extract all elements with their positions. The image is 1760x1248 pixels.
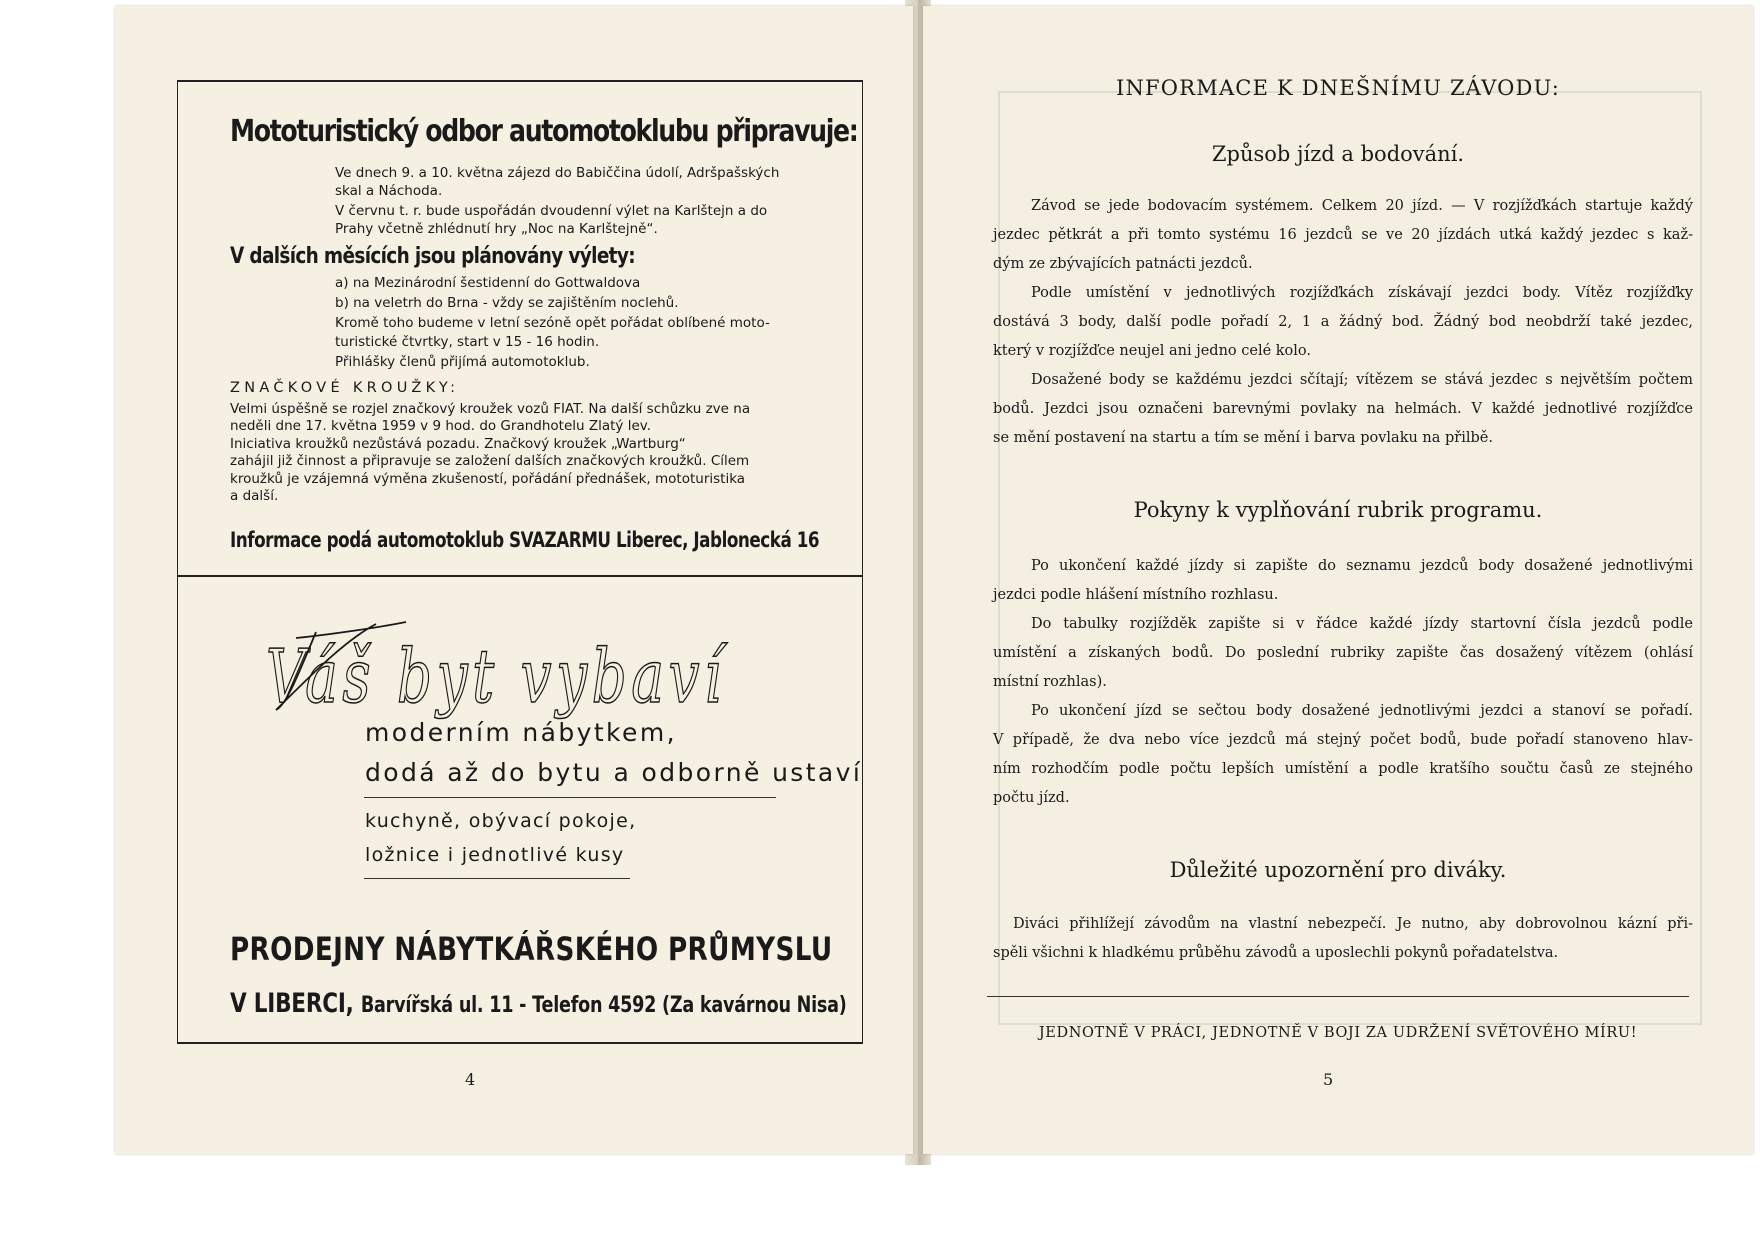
page-number: 4 bbox=[465, 1070, 476, 1089]
text-line: Dosažené body se každému jezdci sčítají; vítězem se stává jezdec s největším počtem bbox=[1031, 372, 1693, 388]
circles-heading: ZNAČKOVÉ KROUŽKY: bbox=[230, 380, 460, 396]
script-ad-title-text: Váš byt vybaví bbox=[266, 634, 728, 720]
text-line: Závod se jede bodovacím systémem. Celkem 20 jízd. — V rozjížďkách startuje každý bbox=[1031, 198, 1693, 214]
ad-rule bbox=[364, 878, 630, 879]
trip-line: b) na veletrh do Brna - vždy se zajištěním noclehů. bbox=[335, 295, 679, 311]
trip-line: Přihlášky členů přijímá automotoklub. bbox=[335, 354, 590, 370]
trips-heading: V dalších měsících jsou plánovány výlety: bbox=[230, 244, 635, 269]
text-line: Po ukončení jízd se sečtou body dosažené jednotlivými jezdci a stanoví se pořadí. bbox=[1031, 703, 1693, 719]
text-line: jezdec pětkrát a při tomto systému 16 jezdců se ve 20 jízdách utká každý jezdec s kaž- bbox=[993, 227, 1693, 243]
circles-line: a další. bbox=[230, 488, 279, 504]
script-ad-title bbox=[256, 610, 736, 730]
right-page bbox=[923, 6, 1753, 1154]
trip-line: a) na Mezinárodní šestidenní do Gottwaldova bbox=[335, 275, 641, 291]
ad-line-rooms: kuchyně, obývací pokoje, bbox=[365, 810, 637, 832]
store-address-line bbox=[230, 988, 847, 1019]
program-text bbox=[993, 552, 1693, 813]
text-line: Do tabulky rozjížděk zapište si v řádce každé jízdy startovní čísla jezdců podle bbox=[1031, 616, 1693, 632]
text-line: bodů. Jezdci jsou označeni barevnými povlaky na helmách. V každé jednotlivé rozjížďce bbox=[993, 401, 1693, 417]
ad-line-furniture: moderním nábytkem, bbox=[365, 718, 677, 747]
intro-line: skal a Náchoda. bbox=[335, 183, 443, 199]
store-address: Barvířská ul. 11 - Telefon 4592 (Za kavárnou Nisa) bbox=[360, 993, 847, 1018]
intro-line: Prahy včetně zhlédnutí hry „Noc na Karlštejně“. bbox=[335, 221, 658, 237]
intro-line: V červnu t. r. bude uspořádán dvoudenní výlet na Karlštejn a do bbox=[335, 203, 768, 219]
scoring-text bbox=[993, 192, 1693, 453]
club-headline: Mototuristický odbor automotoklubu připravuje: bbox=[230, 114, 858, 149]
advert-frame bbox=[177, 80, 863, 1044]
text-line: Po ukončení každé jízdy si zapište do seznamu jezdců body dosažené jednotlivými bbox=[1031, 558, 1693, 574]
section-divider bbox=[177, 575, 863, 577]
text-line: V případě, že dva nebo více jezdců má stejný počet bodů, bude pořadí stanoveno hlav- bbox=[993, 732, 1693, 748]
left-page bbox=[115, 6, 913, 1154]
trip-line: turistické čtvrtky, start v 15 - 16 hodin. bbox=[335, 334, 600, 350]
circles-line: zahájil již činnost a připravuje se založení dalších značkových kroužků. Cílem bbox=[230, 453, 750, 469]
race-info-title: INFORMACE K DNEŠNÍMU ZÁVODU: bbox=[1115, 76, 1561, 100]
store-name: PRODEJNY NÁBYTKÁŘSKÉHO PRŮMYSLU bbox=[230, 930, 833, 968]
ad-line-delivery: dodá až do bytu a odborně ustaví bbox=[365, 758, 863, 787]
text-line: umístění a získaných bodů. Do poslední rubriky zapište čas dosažený vítězem (ohlásí bbox=[993, 645, 1693, 661]
circles-line: Velmi úspěšně se rozjel značkový kroužek vozů FIAT. Na další schůzku zve na bbox=[230, 401, 751, 417]
spectator-heading: Důležité upozornění pro diváky. bbox=[1169, 858, 1507, 882]
text-line: jezdci podle hlášení místního rozhlasu. bbox=[993, 587, 1279, 603]
text-line: ním rozhodčím podle počtu lepších umístění a podle kratšího součtu časů ze stejného bbox=[993, 761, 1693, 777]
page-number: 5 bbox=[1323, 1070, 1334, 1089]
text-line: který v rozjížďce neujel ani jedno celé kolo. bbox=[993, 343, 1312, 359]
text-line: se mění postavení na startu a tím se mění i barva povlaku na přilbě. bbox=[993, 430, 1493, 446]
ad-rule bbox=[364, 797, 776, 798]
text-line: dostává 3 body, další podle pořadí 2, 1 a žádný bod. Žádný bod neobdrží také jezdec, bbox=[993, 314, 1693, 330]
club-contact: Informace podá automotoklub SVAZARMU Liberec, Jablonecká 16 bbox=[230, 528, 820, 552]
store-city: V LIBERCI, bbox=[230, 988, 354, 1019]
scoring-heading: Způsob jízd a bodování. bbox=[1211, 142, 1465, 166]
text-line: dým ze zbývajících patnácti jezdců. bbox=[993, 256, 1253, 272]
circles-line: kroužků je vzájemná výměna zkušeností, pořádání přednášek, mototuristika bbox=[230, 471, 746, 487]
text-line: spěli všichni k hladkému průběhu závodů a uposlechli pokynů pořadatelstva. bbox=[993, 945, 1559, 961]
trip-line: Kromě toho budeme v letní sezóně opět pořádat oblíbené moto- bbox=[335, 315, 770, 331]
ad-line-pieces: ložnice i jednotlivé kusy bbox=[365, 844, 625, 866]
text-line: Diváci přihlížejí závodům na vlastní nebezpečí. Je nutno, aby dobrovolnou kázní při- bbox=[1013, 916, 1693, 932]
circles-line: neděli dne 17. května 1959 v 9 hod. do Grandhotelu Zlatý lev. bbox=[230, 418, 651, 434]
text-line: místní rozhlas). bbox=[993, 674, 1107, 690]
text-line: počtu jízd. bbox=[993, 790, 1070, 806]
text-line: Podle umístění v jednotlivých rozjížďkách získávají jezdci body. Vítěz rozjížďky bbox=[1031, 285, 1693, 301]
peace-motto: JEDNOTNĚ V PRÁCI, JEDNOTNĚ V BOJI ZA UDRŽENÍ SVĚTOVÉHO MÍRU! bbox=[1038, 1025, 1638, 1041]
footer-rule bbox=[987, 996, 1689, 997]
spectator-text bbox=[993, 910, 1693, 968]
program-heading: Pokyny k vyplňování rubrik programu. bbox=[1133, 498, 1543, 522]
circles-line: Iniciativa kroužků nezůstává pozadu. Značkový kroužek „Wartburg“ bbox=[230, 436, 686, 452]
intro-line: Ve dnech 9. a 10. května zájezd do Babiččina údolí, Adršpašských bbox=[335, 165, 780, 181]
